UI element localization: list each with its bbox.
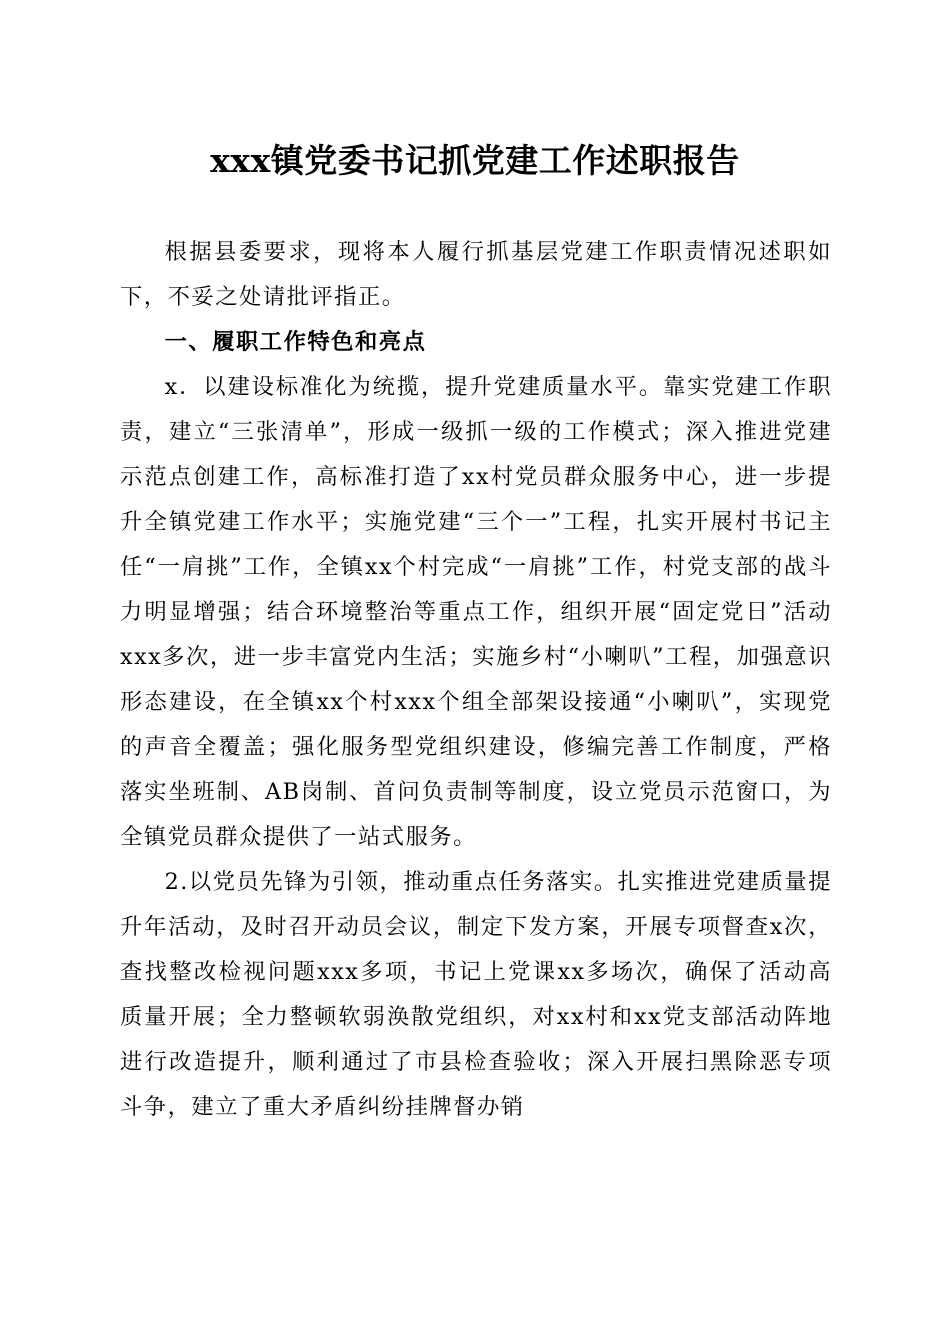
body-paragraph-2: 2.以党员先锋为引领，推动重点任务落实。扎实推进党建质量提升年活动，及时召开动员会议，制定下发方案，开展专项督查x次，查找整改检视问题xxx多项，书记上党课xx多场次，确保了活动高质量开展；全力整顿软弱涣散党组织，对xx村和xx党支部活动阵地进行改造提升，顺利通过了市县检查验收；深入开展扫黑除恶专项斗争，建立了重大矛盾纠纷挂牌督办销	[120, 869, 832, 1120]
section-heading: 一、履职工作特色和亮点	[164, 329, 427, 355]
document-title: xxx镇党委书记抓党建工作述职报告	[210, 141, 740, 180]
intro-paragraph: 根据县委要求，现将本人履行抓基层党建工作职责情况述职如下，不妥之处请批评指正。	[120, 239, 832, 310]
body-paragraph-1: x．以建设标准化为统揽，提升党建质量水平。靠实党建工作职责，建立“三张清单”，形成一级抓一级的工作模式；深入推进党建示范点创建工作，高标准打造了xx村党员群众服务中心，进一步提升全镇党建工作水平；实施党建“三个一”工程，扎实开展村书记主任“一肩挑”工作，全镇xx个村完成“一肩挑”工作，村党支部的战斗力明显增强；结合环境整治等重点工作，组织开展“固定党日”活动xxx多次，进一步丰富党内生活；实施乡村“小喇叭”工程，加强意识形态建设，在全镇xx个村xxx个组全部架设接通“小喇叭”，实现党的声音全覆盖；强化服务型党组织建设，修编完善工作制度，严格落实坐班制、AB岗制、首问负责制等制度，设立党员示范窗口，为全镇党员群众提供了一站式服务。	[120, 374, 832, 850]
document-body	[120, 230, 832, 1130]
